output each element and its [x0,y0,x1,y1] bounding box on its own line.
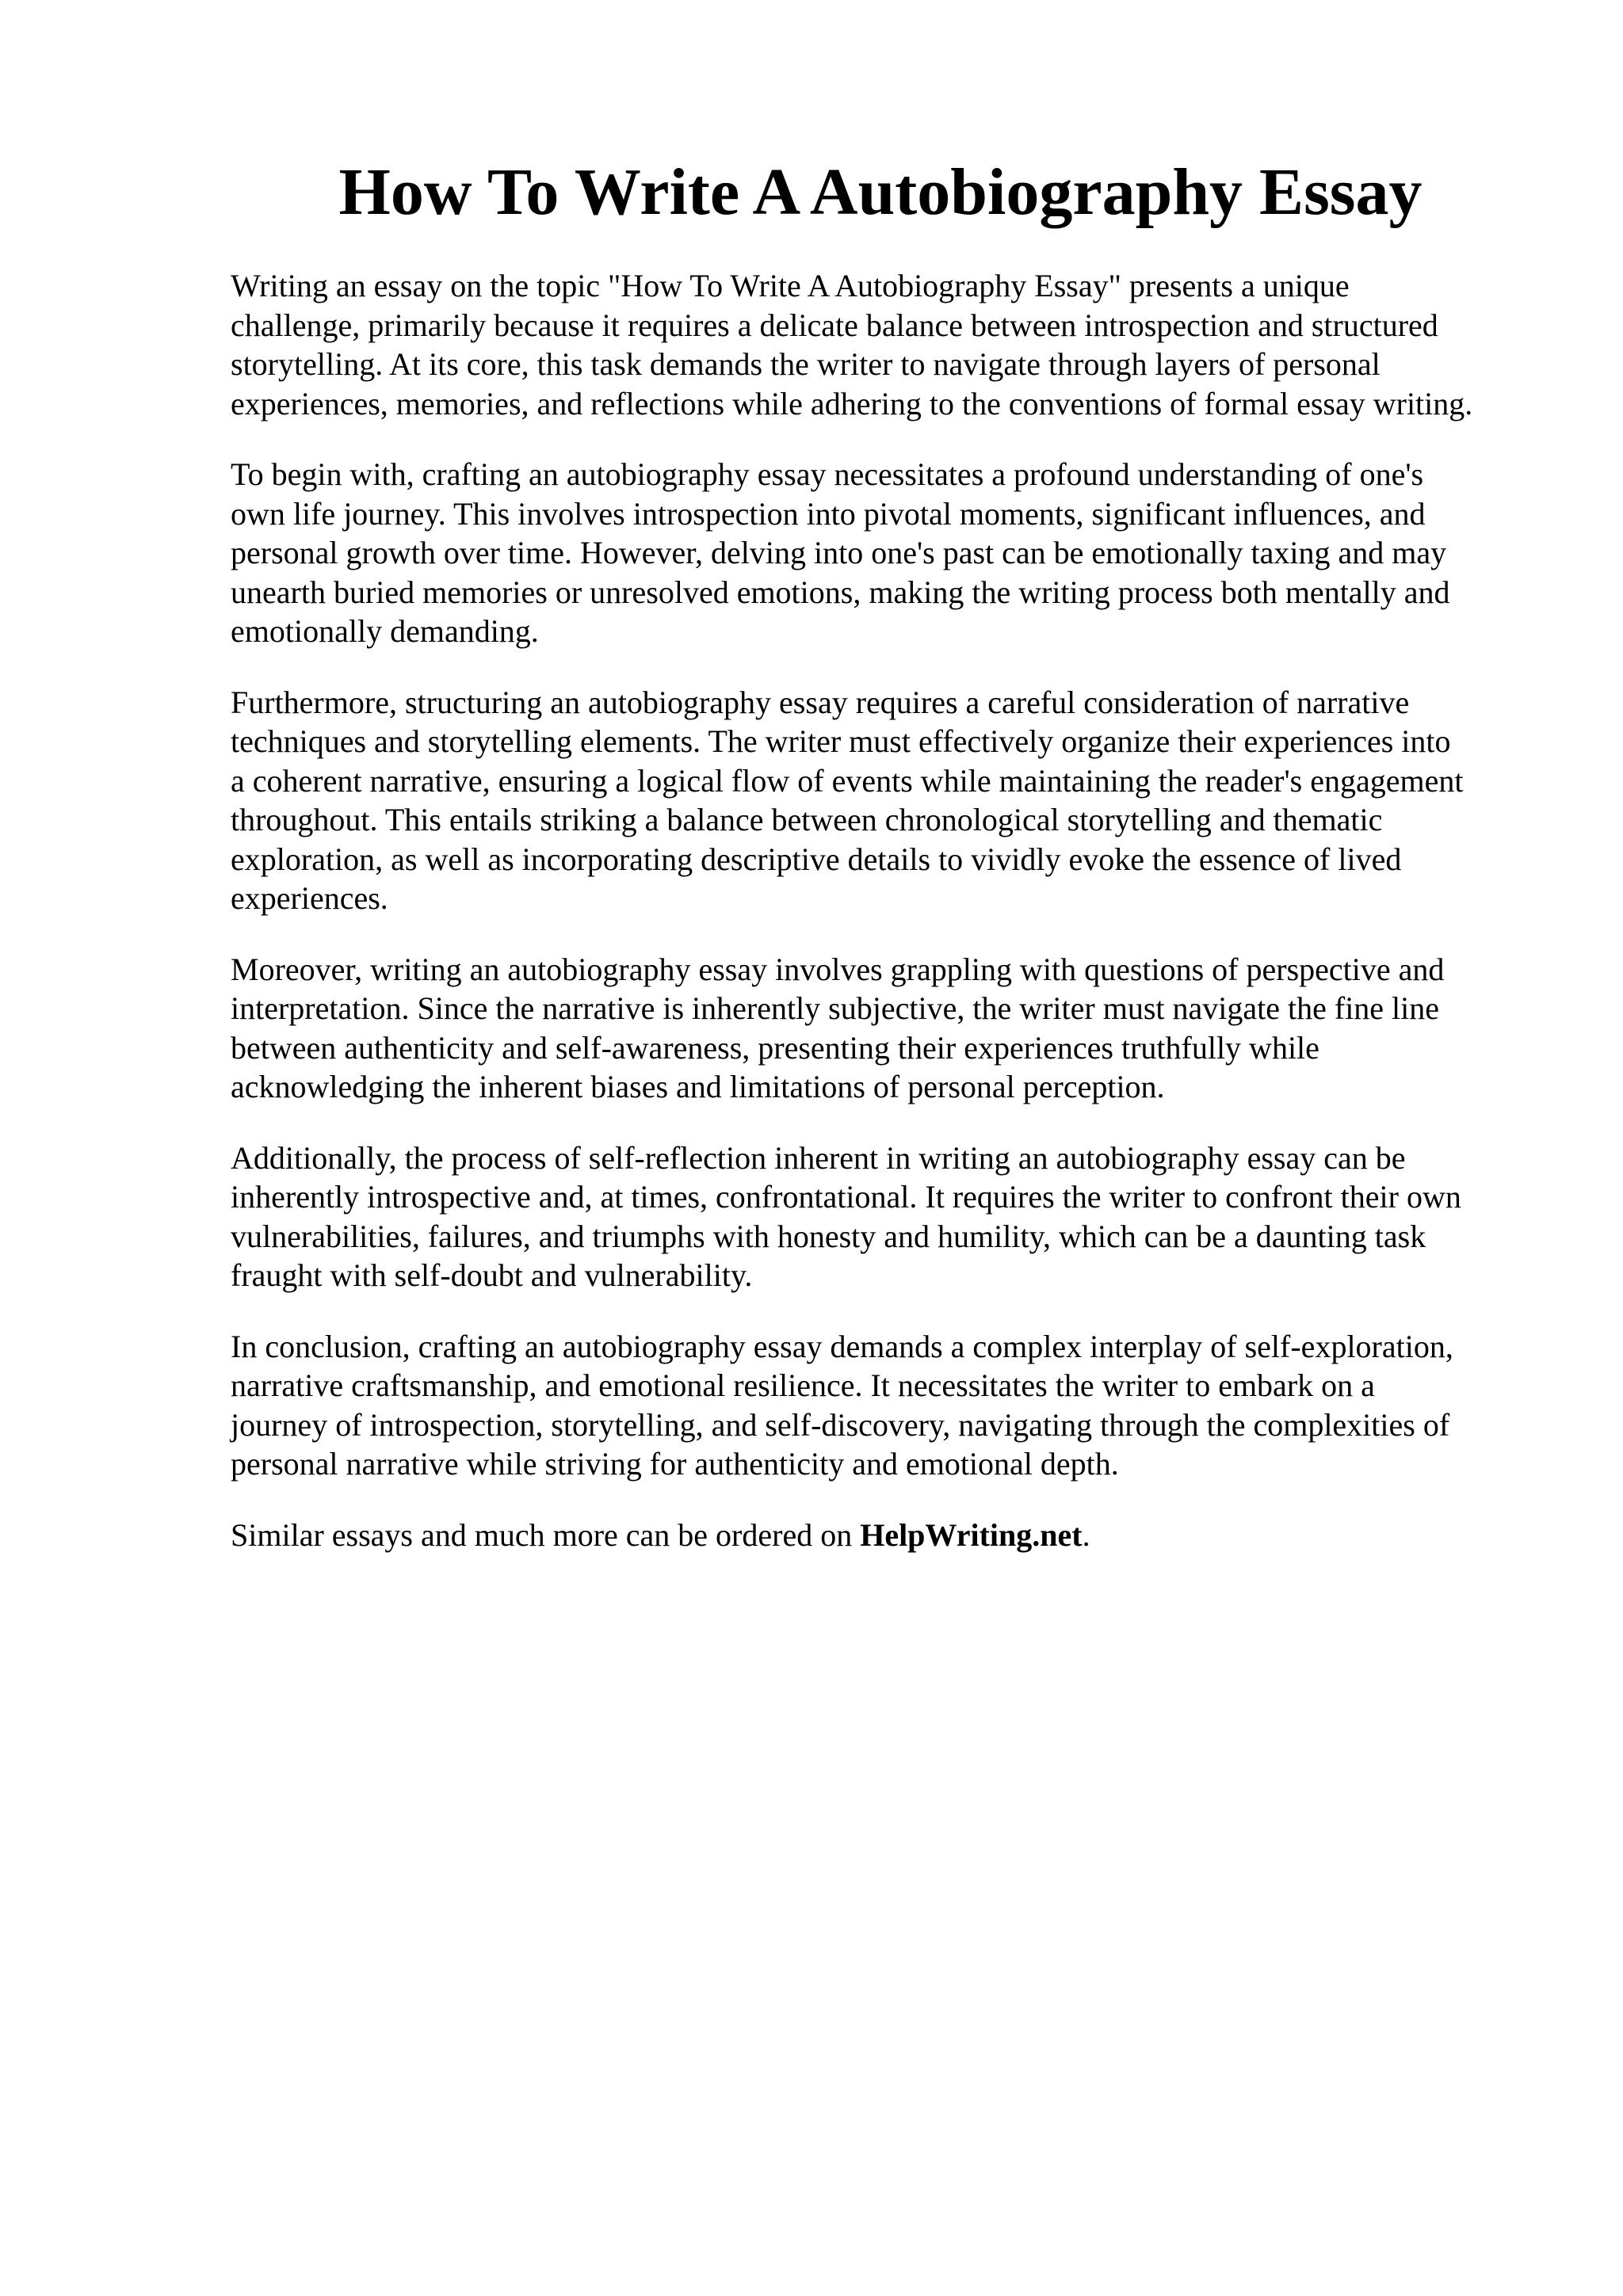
paragraph-line: vulnerabilities, failures, and triumphs with honesty and humility, which can be a daunting task [231,1218,1426,1254]
paragraph-line: personal narrative while striving for authenticity and emotional depth. [231,1446,1119,1482]
paragraph-line: techniques and storytelling elements. The writer must effectively organize their experiences into [231,723,1451,759]
essay-title: How To Write A Autobiography Essay [338,155,1423,229]
paragraph-line: experiences. [231,880,388,916]
closing-line [231,1516,1562,1555]
paragraph-5 [231,1138,1562,1295]
paragraph-line: a coherent narrative, ensuring a logical flow of events while maintaining the reader's engagement [231,762,1464,799]
paragraph-line: Writing an essay on the topic "How To Write A Autobiography Essay" presents a unique [231,268,1350,303]
essay-body [231,266,1562,1554]
paragraph-line: Furthermore, structuring an autobiography essay requires a careful consideration of narrative [231,684,1410,720]
paragraph-3 [231,683,1562,918]
paragraph-line: emotionally demanding. [231,613,539,649]
paragraph-line: inherently introspective and, at times, confrontational. It requires the writer to confront their own [231,1179,1461,1215]
paragraph-line: storytelling. At its core, this task demands the writer to navigate through layers of personal [231,346,1381,382]
paragraph-line: unearth buried memories or unresolved emotions, making the writing process both mentally and [231,574,1450,610]
paragraph-1 [231,266,1562,423]
paragraph-line: own life journey. This involves introspection into pivotal moments, significant influences, and [231,495,1426,532]
paragraph-line: Moreover, writing an autobiography essay involves grappling with questions of perspective and [231,951,1445,987]
paragraph-line: between authenticity and self-awareness, presenting their experiences truthfully while [231,1029,1319,1066]
paragraph-line: exploration, as well as incorporating descriptive details to vividly evoke the essence of lived [231,841,1402,877]
paragraph-line: To begin with, crafting an autobiography essay necessitates a profound understanding of one's [231,456,1424,492]
closing-text: Similar essays and much more can be ordered on [231,1516,853,1553]
paragraph-line: personal growth over time. However, delving into one's past can be emotionally taxing and may [231,535,1447,570]
helpwriting-link[interactable]: HelpWriting.net [860,1516,1083,1553]
paragraph-line: narrative craftsmanship, and emotional resilience. It necessitates the writer to embark on a [231,1367,1375,1403]
paragraph-2 [231,455,1562,651]
paragraph-line: Additionally, the process of self-reflection inherent in writing an autobiography essay can be [231,1139,1406,1176]
paragraph-line: throughout. This entails striking a balance between chronological storytelling and thematic [231,802,1383,837]
paragraph-4 [231,950,1562,1107]
closing-suffix: . [1082,1516,1090,1553]
paragraph-line: In conclusion, crafting an autobiography essay demands a complex interplay of self-exploration, [231,1328,1453,1364]
paragraph-line: journey of introspection, storytelling, and self-discovery, navigating through the complexities of [231,1406,1450,1443]
paragraph-line: interpretation. Since the narrative is inherently subjective, the writer must navigate the fine line [231,990,1440,1026]
paragraph-6 [231,1327,1562,1484]
paragraph-line: fraught with self-doubt and vulnerability. [231,1257,753,1293]
paragraph-line: acknowledging the inherent biases and limitations of personal perception. [231,1069,1165,1104]
paragraph-line: experiences, memories, and reflections while adhering to the conventions of formal essay writing. [231,385,1473,421]
paragraph-line: challenge, primarily because it requires a delicate balance between introspection and structured [231,307,1438,343]
